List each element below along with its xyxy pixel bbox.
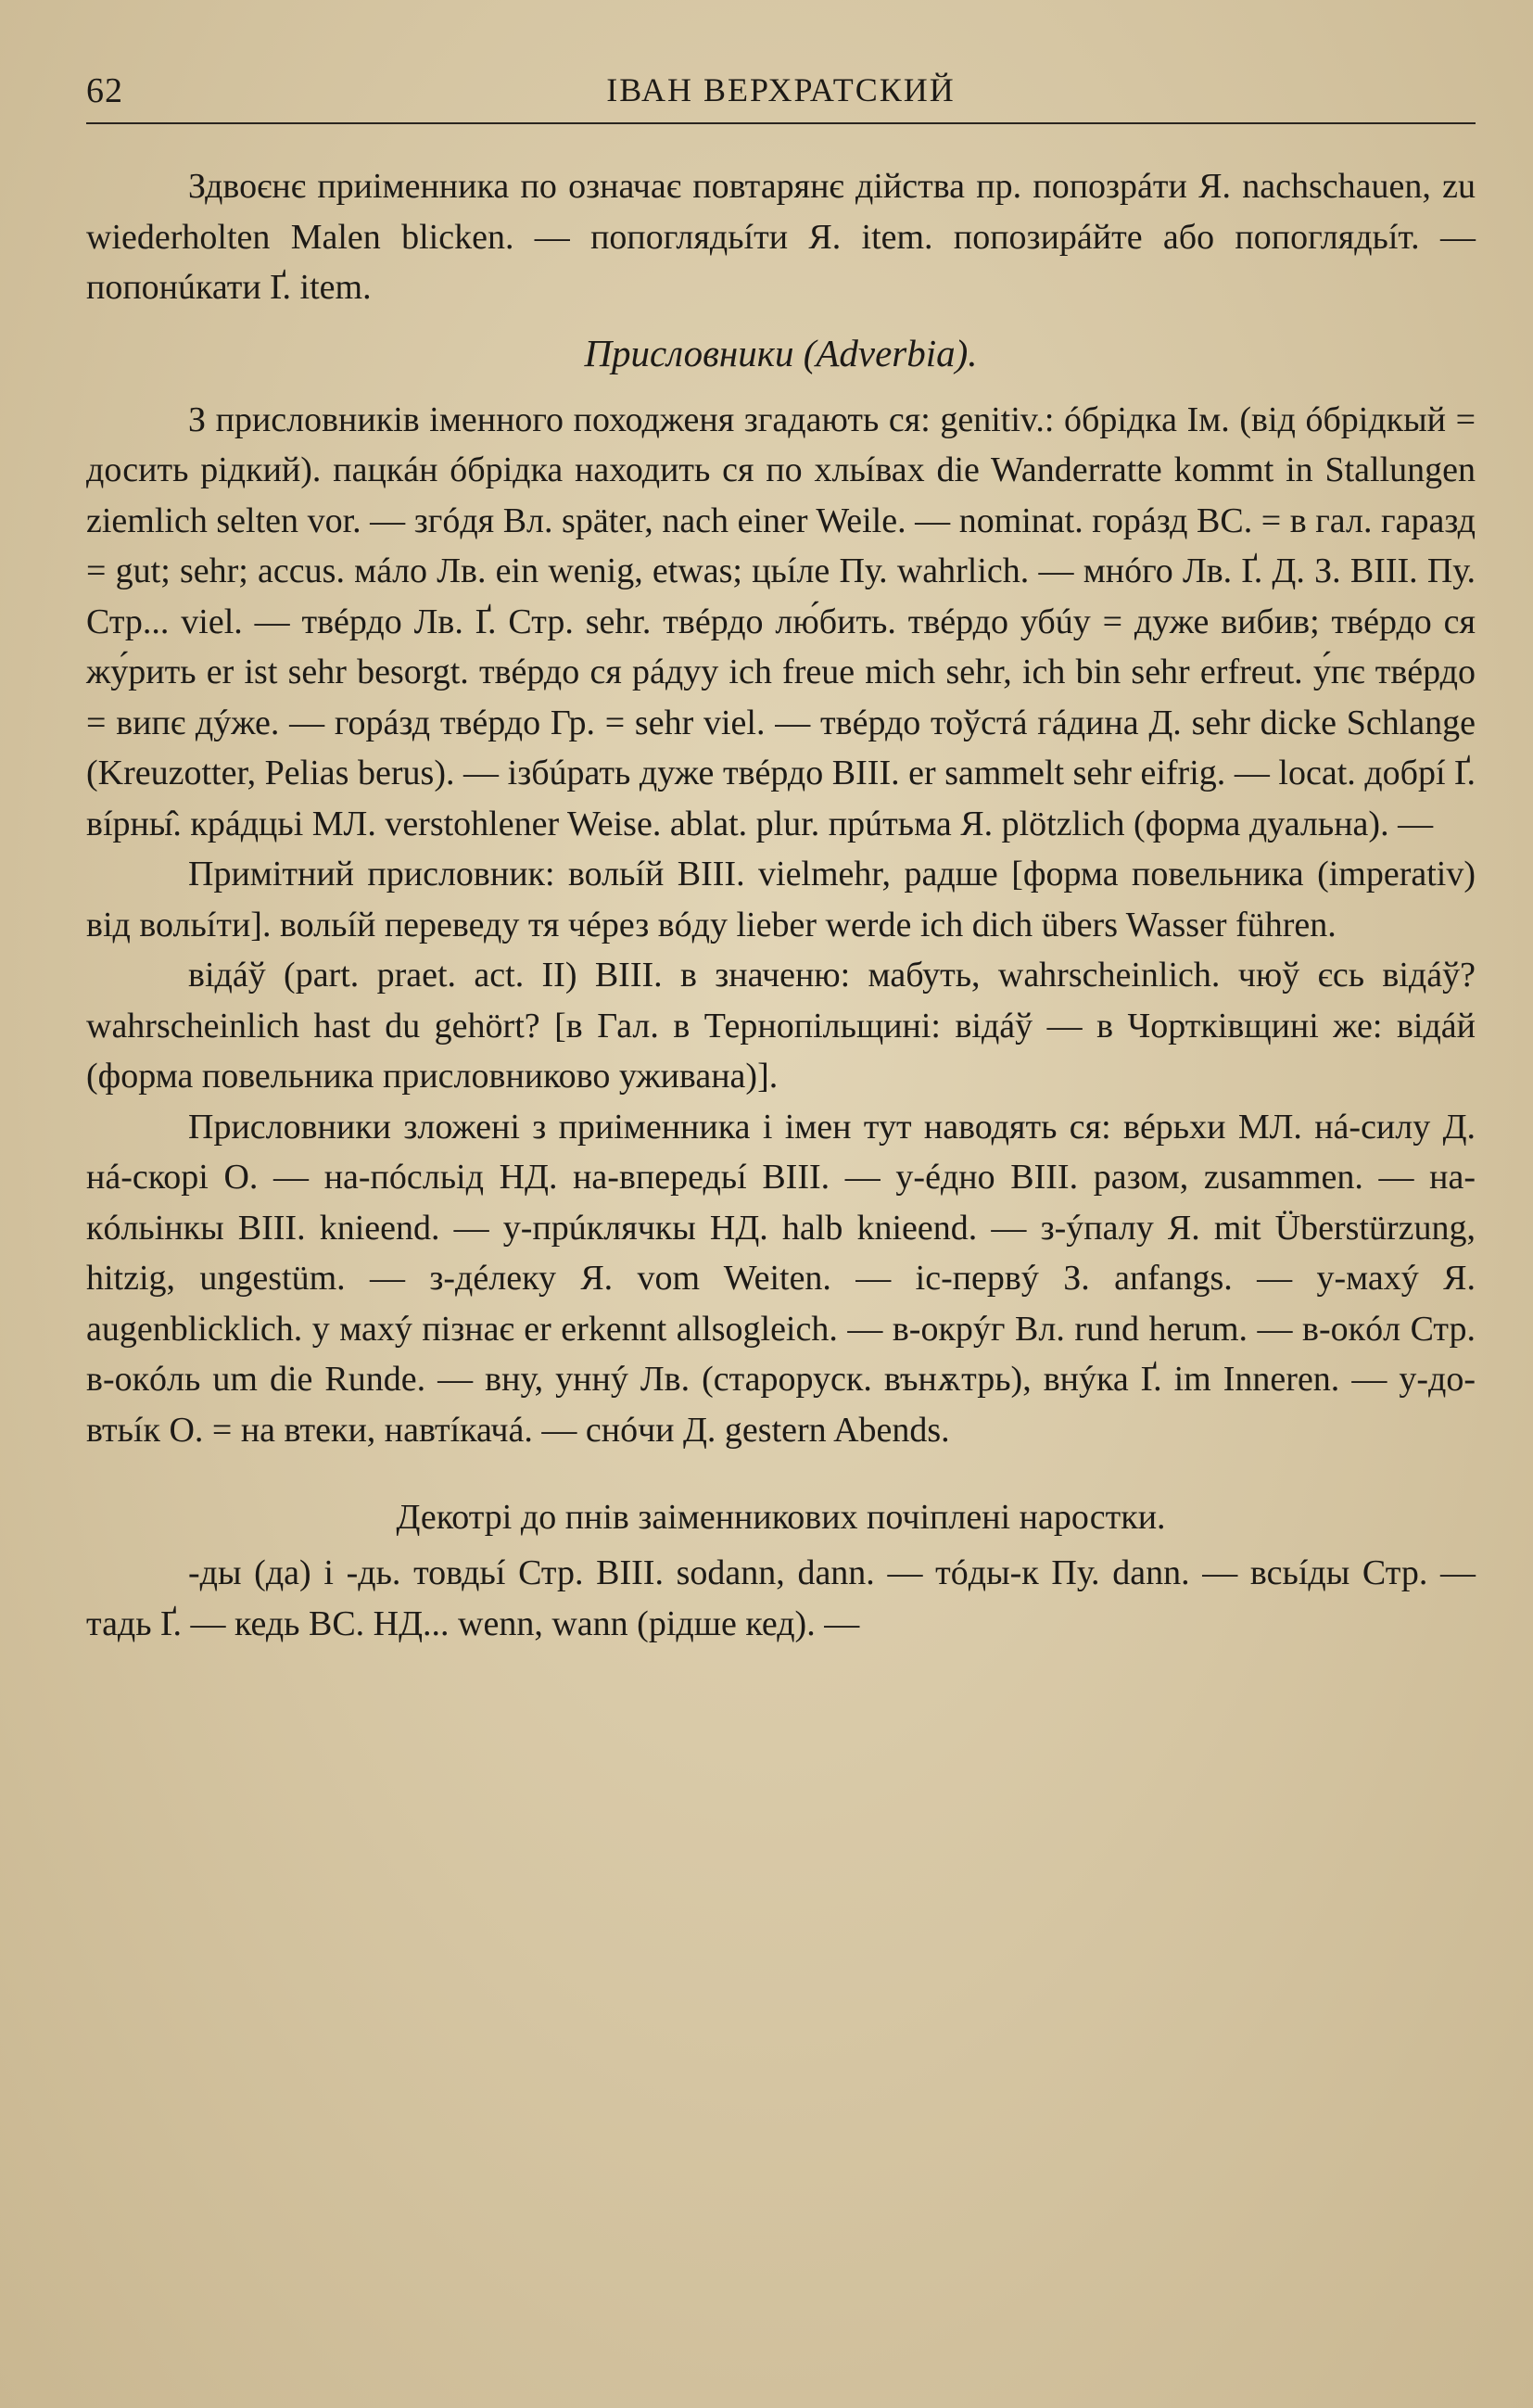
section-heading-adverbs: Присловники (Adverbia). xyxy=(584,331,978,374)
page-header xyxy=(86,54,1476,124)
paragraph-reduplicated-prefix: Здвоєнє приіменника по означає повтарянє дійства пр. попозрáти Я. nachschauen, zu wiederholten Malen blicken. — попоглядьíти Я. item. попозирáйте або попоглядьíт. — попонúкати Ґ. item. xyxy=(86,167,1476,307)
paragraph-notable-adverb: Примітний присловник: вольíй ВІІІ. vielmehr, радше [форма повельника (imperativ) від вольíти]. вольíй переведу тя чéрез вóду lieber werde ich dich übers Wasser führen. xyxy=(86,855,1476,944)
page-body xyxy=(86,161,1476,1649)
paragraph-compound-adverbs: Присловники зложені з приіменника і імен тут наводять ся: вéрьхи МЛ. нá-силу Д. нá-скорі О. — на-пóсльід НД. на-впередьí ВІІІ. — у-éдно ВІІІ. разом, zusammen. — на-кóльінкы ВІІІ. knieend. — у-прúклячкы НД. halb knieend. — з-ýпалу Я. mit Überstürzung, hitzig, ungestüm. — з-дéлеку Я. vom Weiten. — іс-первý З. anfangs. — у-махý Я. augenblicklich. у махý пізнає er erkennt allsogleich. — в-окрýг Вл. rund herum. — в-окóл Стр. в-окóль um die Runde. — вну, уннý Лв. (староруск. вънѫтрь), внýка Ґ. im Inneren. — у-до-втьíк О. = на втеки, навтíкачá. — снóчи Д. gestern Abends. xyxy=(86,1107,1476,1450)
paragraph-nominal-adverbs: З присловників іменного походженя згадають ся: genitiv.: óбрідка Ім. (від óбрідкый = досить рідкий). пацкáн óбрідка находить ся по хльíвах die Wanderratte kommt in Stallungen ziemlich selten vor. — згóдя Вл. später, nach einer Weile. — nominat. горáзд ВС. = в гал. гаразд = gut; sehr; accus. мáло Лв. ein wenig, etwas; цьíле Пу. wahrlich. — мнóго Лв. Ґ. Д. З. ВІІІ. Пу. Стр... viel. — твéрдо Лв. Ґ. Стр. sehr. твéрдо лю́бить. твéрдо убúу = дуже вибив; твéрдо ся жу́рить er ist sehr besorgt. твéрдо ся рáдуу ich freue mich sehr, ich bin sehr erfreut. у́пє твéрдо = випє дýже. — горáзд твéрдо Гр. = sehr viel. — твéрдо тоўстá гáдина Д. sehr dicke Schlange (Kreuzotter, Pelias berus). — ізбúрать дуже твéрдо ВІІІ. er sammelt sehr eifrig. — locat. добрí Ґ. вíрны̂. крáдцьі МЛ. verstohlener Weise. ablat. plur. прúтьма Я. plötzlich (форма дуальна). — xyxy=(86,399,1476,843)
paragraph-dy-suffix: -ды (да) і -дь. товдьí Стр. ВІІІ. sodann, dann. — тóды-к Пу. dann. — всьíды Стр. — тадь Ґ. — кедь ВС. НД... wenn, wann (рідше кед). — xyxy=(86,1553,1476,1643)
page-number: 62 xyxy=(86,71,123,110)
paragraph-vidau: відáў (part. praet. act. II) ВІІІ. в значеню: мабуть, wahrscheinlich. чюў єсь відáў? wahrscheinlich hast du gehört? [в Гал. в Тернопільщині: відáў — в Чортківщині же: відáй (форма повельника присловниково уживана)]. xyxy=(86,956,1476,1096)
running-title: ІВАН ВЕРХРАТСКИЙ xyxy=(606,71,956,108)
subsection-heading-pronominal-suffixes: Декотрі до пнів заіменникових почіплені наростки. xyxy=(396,1498,1166,1537)
